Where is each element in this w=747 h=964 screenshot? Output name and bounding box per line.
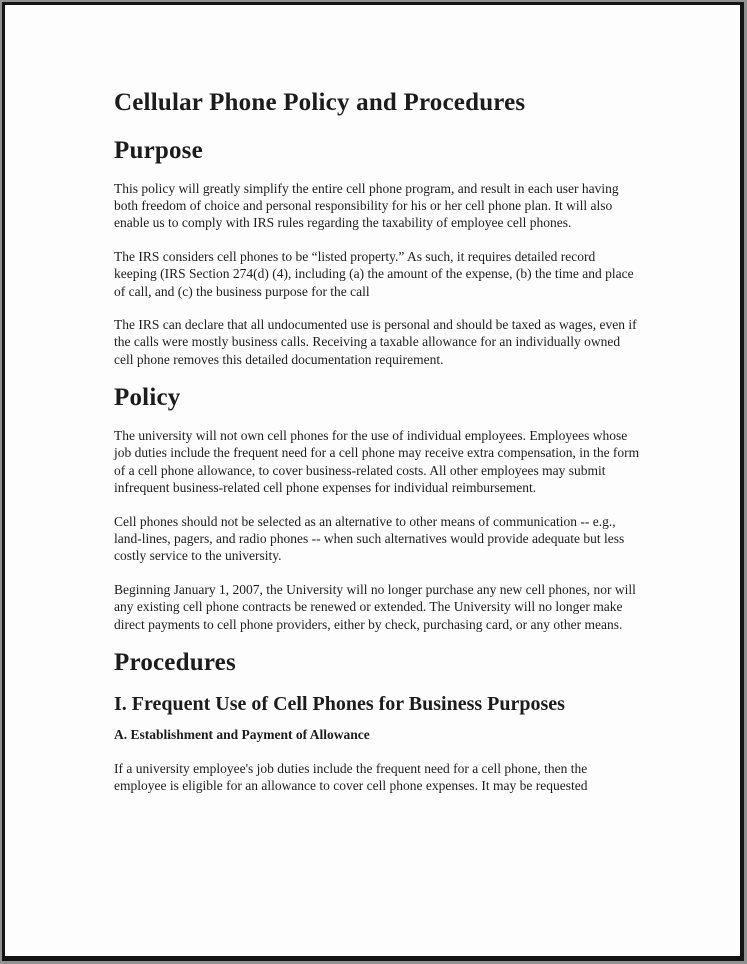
purpose-paragraph-3: The IRS can declare that all undocumented use is personal and should be taxed as wages, even if the calls were mostly business calls. Receiving a taxable allowance for an individually owned cell phone removes this detailed documentation requirement. [114, 316, 637, 367]
procedures-paragraph-1: If a university employee's job duties include the frequent need for a cell phone, then the employee is eligible for an allowance to cover cell phone expenses. It may be requested [114, 760, 588, 794]
section-purpose [114, 137, 640, 368]
procedures-subsection-heading: I. Frequent Use of Cell Phones for Business Purposes [114, 692, 565, 715]
purpose-paragraph-1: This policy will greatly simplify the entire cell phone program, and result in each user having both freedom of choice and personal responsibility for his or her cell phone plan. It will also enable us to comply with IRS rules regarding the taxability of employee cell phones. [114, 180, 619, 231]
policy-heading: Policy [114, 384, 181, 412]
section-procedures [114, 649, 640, 795]
procedures-subsubsection-heading: A. Establishment and Payment of Allowance [114, 726, 370, 742]
document-page [2, 2, 744, 961]
policy-paragraph-3: Beginning January 1, 2007, the University will no longer purchase any new cell phones, nor will any existing cell phone contracts be renewed or extended. The University will no longer make direct payments to cell phone providers, either by check, purchasing card, or any other means. [114, 581, 636, 632]
section-policy [114, 384, 640, 633]
purpose-paragraph-2: The IRS considers cell phones to be “listed property.” As such, it requires detailed record keeping (IRS Section 274(d) (4), including (a) the amount of the expense, (b) the time and place of call, and (c) the business purpose for the call [114, 248, 634, 299]
policy-paragraph-2: Cell phones should not be selected as an alternative to other means of communication -- e.g., land-lines, pagers, and radio phones -- when such alternatives would provide adequate but less costly service to the university. [114, 513, 625, 564]
policy-paragraph-1: The university will not own cell phones for the use of individual employees. Employees whose job duties include the frequent need for a cell phone may receive extra compensation, in the form of a cell phone allowance, to cover business-related costs. All other employees may submit infrequent business-related cell phone expenses for individual reimbursement. [114, 427, 640, 496]
document-content [5, 5, 640, 795]
document-title: Cellular Phone Policy and Procedures [114, 89, 526, 116]
procedures-heading: Procedures [114, 648, 236, 676]
purpose-heading: Purpose [114, 136, 203, 164]
